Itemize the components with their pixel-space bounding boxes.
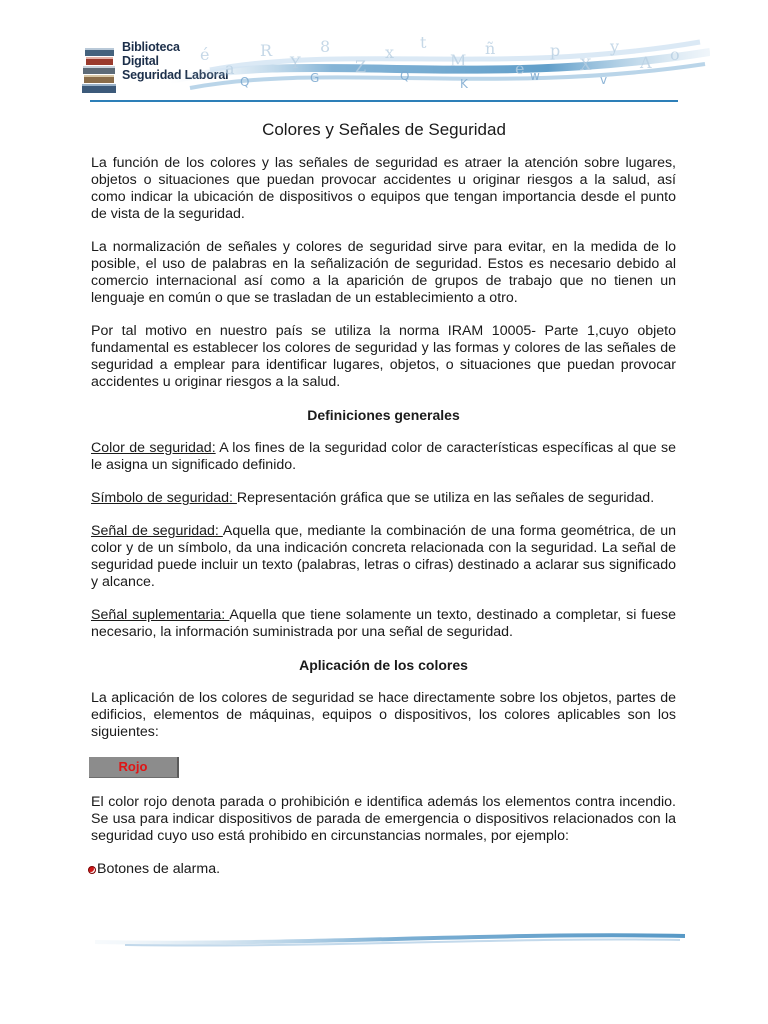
application-heading: Aplicación de los colores	[299, 657, 468, 673]
svg-text:a: a	[225, 59, 235, 78]
definition-text: Aquella que, mediante la combinación de una forma geométrica, de un color y de un símbolo, da una indicación concreta relacionada con la seguridad. La señal de seguridad puede incluir un texto (palabras, letras o cifras) destinado a aclarar sus significado y alcance.	[91, 523, 676, 590]
definition-color	[91, 440, 676, 474]
red-description: El color rojo denota parada o prohibición e identifica además los elementos contra incendio. Se usa para indicar dispositivos de parada de emergencia o dispositivos relacionados con la seguridad cuyo uso está prohibido en circunstancias normales, por ejemplo:	[91, 794, 676, 844]
document-body	[91, 155, 676, 878]
svg-text:Q: Q	[240, 75, 250, 89]
svg-text:y: y	[610, 37, 620, 56]
document-title: Colores y Señales de Seguridad	[262, 120, 506, 139]
definitions-heading: Definiciones generales	[307, 407, 460, 423]
definition-term: Señal de seguridad:	[91, 523, 223, 539]
list-item-text: Botones de alarma.	[97, 861, 221, 877]
logo-line-2: Digital	[122, 54, 159, 68]
header-banner-swoosh	[170, 30, 710, 100]
red-bullet-icon	[88, 866, 96, 874]
header-divider	[90, 100, 678, 102]
page-header	[0, 0, 768, 110]
svg-text:Q: Q	[400, 69, 410, 83]
definition-term: Color de seguridad:	[91, 440, 216, 456]
definition-supplementary	[91, 607, 676, 641]
application-intro: La aplicación de los colores de seguridad se hace directamente sobre los objetos, partes de edificios, elementos de máquinas, equipos o dispositivos, los colores aplicables son los siguientes:	[91, 690, 676, 740]
definition-term: Símbolo de seguridad:	[91, 490, 237, 506]
svg-text:Y: Y	[290, 53, 301, 72]
intro-paragraph-2: La normalización de señales y colores de seguridad sirve para evitar, en la medida de lo posible, el uso de palabras en la señalización de seguridad. Estos es necesario debido al comercio internacional así como a la aparición de grupos de trabajo que no tienen un lenguaje en común o que se trasladan de un establecimiento a otro.	[91, 239, 676, 306]
logo-line-3: Seguridad Laboral	[122, 68, 229, 82]
svg-text:v: v	[600, 73, 608, 87]
definition-sign	[91, 523, 676, 591]
svg-text:é: é	[200, 45, 210, 64]
definition-text: A los fines de la seguridad color de características específicas al que se le asigna un significado definido.	[91, 440, 676, 473]
definition-symbol	[91, 490, 676, 507]
definition-text: Aquella que tiene solamente un texto, destinado a completar, si fuese necesario, la información suministrada por una señal de seguridad.	[91, 607, 676, 640]
svg-text:x: x	[385, 43, 395, 62]
svg-text:G: G	[310, 71, 320, 85]
svg-text:ñ: ñ	[485, 39, 496, 58]
intro-paragraph-3: Por tal motivo en nuestro país se utiliza la norma IRAM 10005- Parte 1,cuyo objeto fundamental es establecer los colores de seguridad y las formas y colores de las señales de seguridad a emplear para identificar lugares, objetos, o situaciones que puedan provocar accidentes u originar riesgos a la salud.	[91, 323, 676, 390]
stacked-books-icon	[80, 44, 118, 96]
svg-text:X: X	[580, 55, 592, 74]
svg-text:e: e	[515, 59, 525, 78]
svg-text:R: R	[260, 41, 273, 60]
svg-text:t: t	[420, 33, 427, 52]
svg-text:p: p	[550, 41, 561, 60]
svg-text:M: M	[450, 51, 467, 70]
svg-text:K: K	[460, 77, 468, 91]
svg-text:8: 8	[320, 37, 331, 56]
svg-text:A: A	[640, 53, 652, 72]
definition-text: Representación gráfica que se utiliza en las señales de seguridad.	[236, 490, 655, 506]
red-color-label: Rojo	[89, 757, 179, 778]
list-item	[88, 861, 676, 878]
svg-text:Z: Z	[355, 57, 367, 76]
svg-text:o: o	[670, 45, 680, 64]
svg-text:w: w	[530, 69, 540, 83]
intro-paragraph-1: La función de los colores y las señales de seguridad es atraer la atención sobre lugares, objetos o situaciones que puedan provocar accidentes u originar riesgos a la salud, así como indicar la ubicación de dispositivos o equipos que tengan importancia desde el punto de vista de la seguridad.	[91, 155, 676, 222]
logo-line-1: Biblioteca	[122, 40, 180, 54]
footer-swoosh	[95, 928, 685, 948]
definition-term: Señal suplementaria:	[91, 607, 230, 623]
